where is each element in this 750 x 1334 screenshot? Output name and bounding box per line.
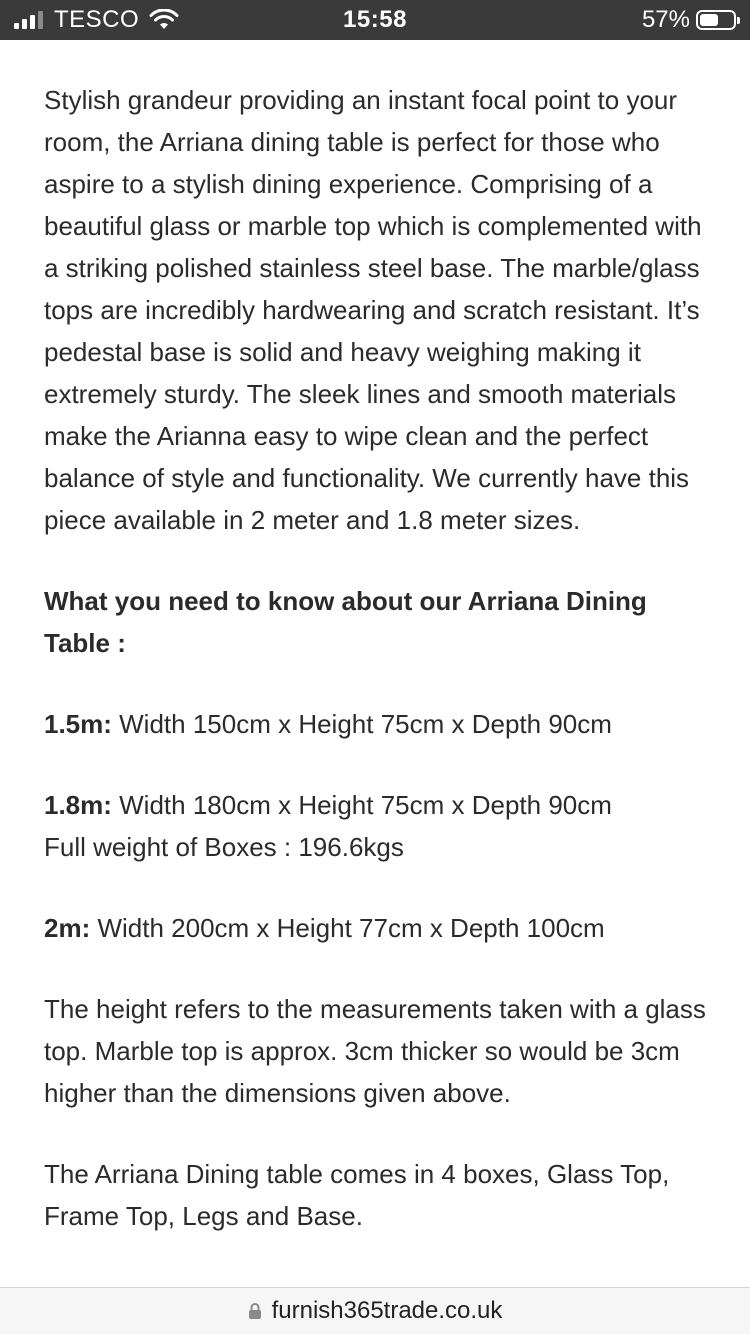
lock-icon [248, 1302, 262, 1320]
url-domain[interactable]: furnish365trade.co.uk [271, 1297, 503, 1324]
carrier-name: TESCO [54, 6, 140, 33]
size-label: 2m: [44, 913, 91, 943]
size-dimensions: Width 150cm x Height 75cm x Depth 90cm [111, 709, 612, 739]
specs-heading: What you need to know about our Arriana Dining Table : [44, 586, 647, 658]
intro-paragraph: Stylish grandeur providing an instant focal point to your room, the Arriana dining table is perfect for those who aspire to a stylish dining experience. Comprising of a beautiful glass or marble top which is complemented with a striking polished stainless steel base. The marble/glass tops are incredibly hardwearing and scratch resistant. It’s pedestal base is solid and heavy weighing making it extremely sturdy. The sleek lines and smooth materials make the Arianna easy to wipe clean and the perfect balance of style and functionality. We currently have this piece available in 2 meter and 1.8 meter sizes. [44, 85, 702, 535]
size-label: 1.8m: [44, 790, 112, 820]
height-note: The height refers to the measurements taken with a glass top. Marble top is approx. 3cm thicker so would be 3cm higher than the dimensions given above. [44, 994, 706, 1108]
size-2m [44, 907, 708, 949]
battery-fill [700, 14, 718, 26]
status-time: 15:58 [343, 6, 407, 33]
size-dimensions: Width 180cm x Height 75cm x Depth 90cm [111, 790, 612, 820]
size-1-5m [44, 703, 708, 745]
box-weight: Full weight of Boxes : 196.6kgs [44, 832, 404, 862]
status-right [642, 6, 736, 34]
boxes-note: The Arriana Dining table comes in 4 boxes, Glass Top, Frame Top, Legs and Base. [44, 1159, 670, 1231]
size-1-8m [44, 784, 708, 868]
product-description [44, 79, 708, 1276]
size-dimensions: Width 200cm x Height 77cm x Depth 100cm [90, 913, 605, 943]
battery-icon [696, 10, 736, 30]
address-bar[interactable] [0, 1287, 750, 1334]
status-bar [0, 0, 750, 40]
battery-percent: 57% [641, 6, 690, 33]
size-label: 1.5m: [44, 709, 112, 739]
